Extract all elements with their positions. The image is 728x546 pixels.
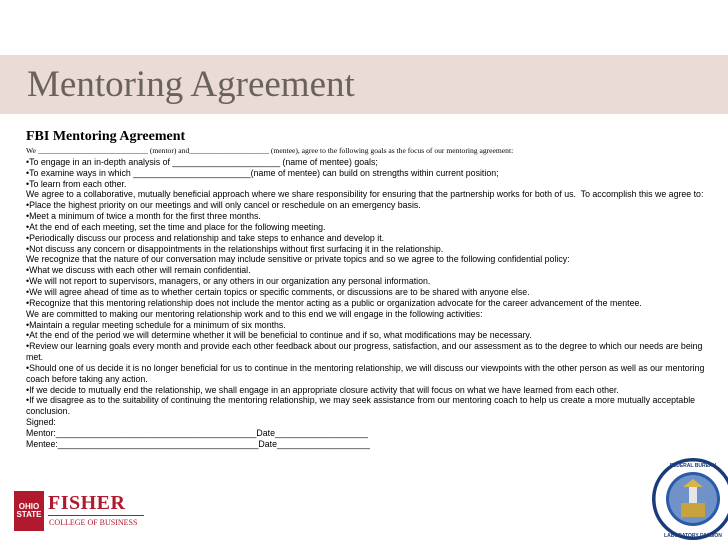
agreement-lines: [26, 157, 706, 450]
fisher-subtitle: COLLEGE OF BUSINESS: [49, 518, 138, 527]
fbi-laboratory-seal: [650, 453, 728, 546]
agreement-line: Mentor:_________________________________________Date___________________: [26, 427, 368, 438]
agreement-line: •At the end of the period we will determine whether it will be beneficial to continue and if so, what modifications may be necessary.: [26, 330, 532, 341]
svg-text:FEDERAL BUREAU: FEDERAL BUREAU: [669, 463, 717, 469]
agreement-line: •If we disagree as to the suitability of continuing the mentoring relationship, we may seek assistance from our mentoring coach to help us create a more mutually acceptable conclusion.: [26, 395, 698, 417]
fisher-divider: [48, 515, 144, 516]
agreement-line: •Maintain a regular meeting schedule for a minimum of six months.: [26, 319, 286, 330]
agreement-line: •Place the highest priority on our meetings and will only cancel or reschedule on an emergency basis.: [26, 200, 421, 211]
fisher-college-logo: [14, 491, 144, 531]
document-heading: FBI Mentoring Agreement: [26, 129, 186, 144]
agreement-line: •We will not report to supervisors, managers, or any others in our organization any personal information.: [26, 276, 431, 287]
intro-line: We _____________________________ (mentor) and_____________________ (mentee), agree to the following goals as the focus of our mentoring agreement:: [26, 146, 514, 155]
slide-title: Mentoring Agreement: [27, 64, 355, 105]
agreement-line: •To examine ways in which ________________________(name of mentee) can build on strengths within current position;: [26, 167, 499, 178]
agreement-line: •To engage in an in-depth analysis of ______________________ (name of mentee) goals;: [26, 156, 378, 167]
ohio-state-seal: OHIO STATE: [14, 491, 44, 531]
agreement-document: [26, 129, 706, 450]
agreement-line: •Periodically discuss our process and relationship and take steps to enhance and develop it.: [26, 232, 385, 243]
fisher-name: FISHER: [48, 492, 126, 514]
agreement-line: •Review our learning goals every month and provide each other feedback about our progress, satisfaction, and our assessment as to the degree to which our needs are being met.: [26, 341, 705, 363]
agreement-line: •Meet a minimum of twice a month for the first three months.: [26, 211, 261, 222]
agreement-line: •Not discuss any concern or disappointments in the relationships without first surfacing it in the relationship.: [26, 243, 444, 254]
agreement-line: We recognize that the nature of our conversation may include sensitive or private topics and so we agree to the following confidential policy:: [26, 254, 570, 265]
agreement-line: •If we decide to mutually end the relationship, we shall engage in an appropriate closure activity that will focus on what we have learned from each other.: [26, 384, 619, 395]
agreement-line: •To learn from each other.: [26, 178, 127, 189]
agreement-line: We agree to a collaborative, mutually beneficial approach where we share responsibility for ensuring that the partnership works for both of us. To accomplish this we agree to:: [26, 189, 704, 200]
agreement-line: •What we discuss with each other will remain confidential.: [26, 265, 251, 276]
agreement-line: We are committed to making our mentoring relationship work and to this end we will engage in the following activities:: [26, 308, 483, 319]
agreement-line: Mentee:_________________________________________Date___________________: [26, 438, 370, 449]
agreement-line: •We will agree ahead of time as to whether certain topics or specific comments, or discussions are to be shared with anyone else.: [26, 286, 530, 297]
agreement-line: •Recognize that this mentoring relationship does not include the mentor acting as a public or organization advocate for the career advancement of the mentee.: [26, 297, 642, 308]
agreement-line: Signed:: [26, 417, 56, 428]
title-bar: [0, 55, 728, 114]
svg-text:LABORATORY DIVISION: LABORATORY DIVISION: [664, 533, 722, 539]
agreement-line: •Should one of us decide it is no longer beneficial for us to continue in the mentoring relationship, we will discuss our viewpoints with the other person as well as our mentoring coach before taking any action.: [26, 362, 707, 384]
agreement-line: •At the end of each meeting, set the time and place for the following meeting.: [26, 221, 326, 232]
